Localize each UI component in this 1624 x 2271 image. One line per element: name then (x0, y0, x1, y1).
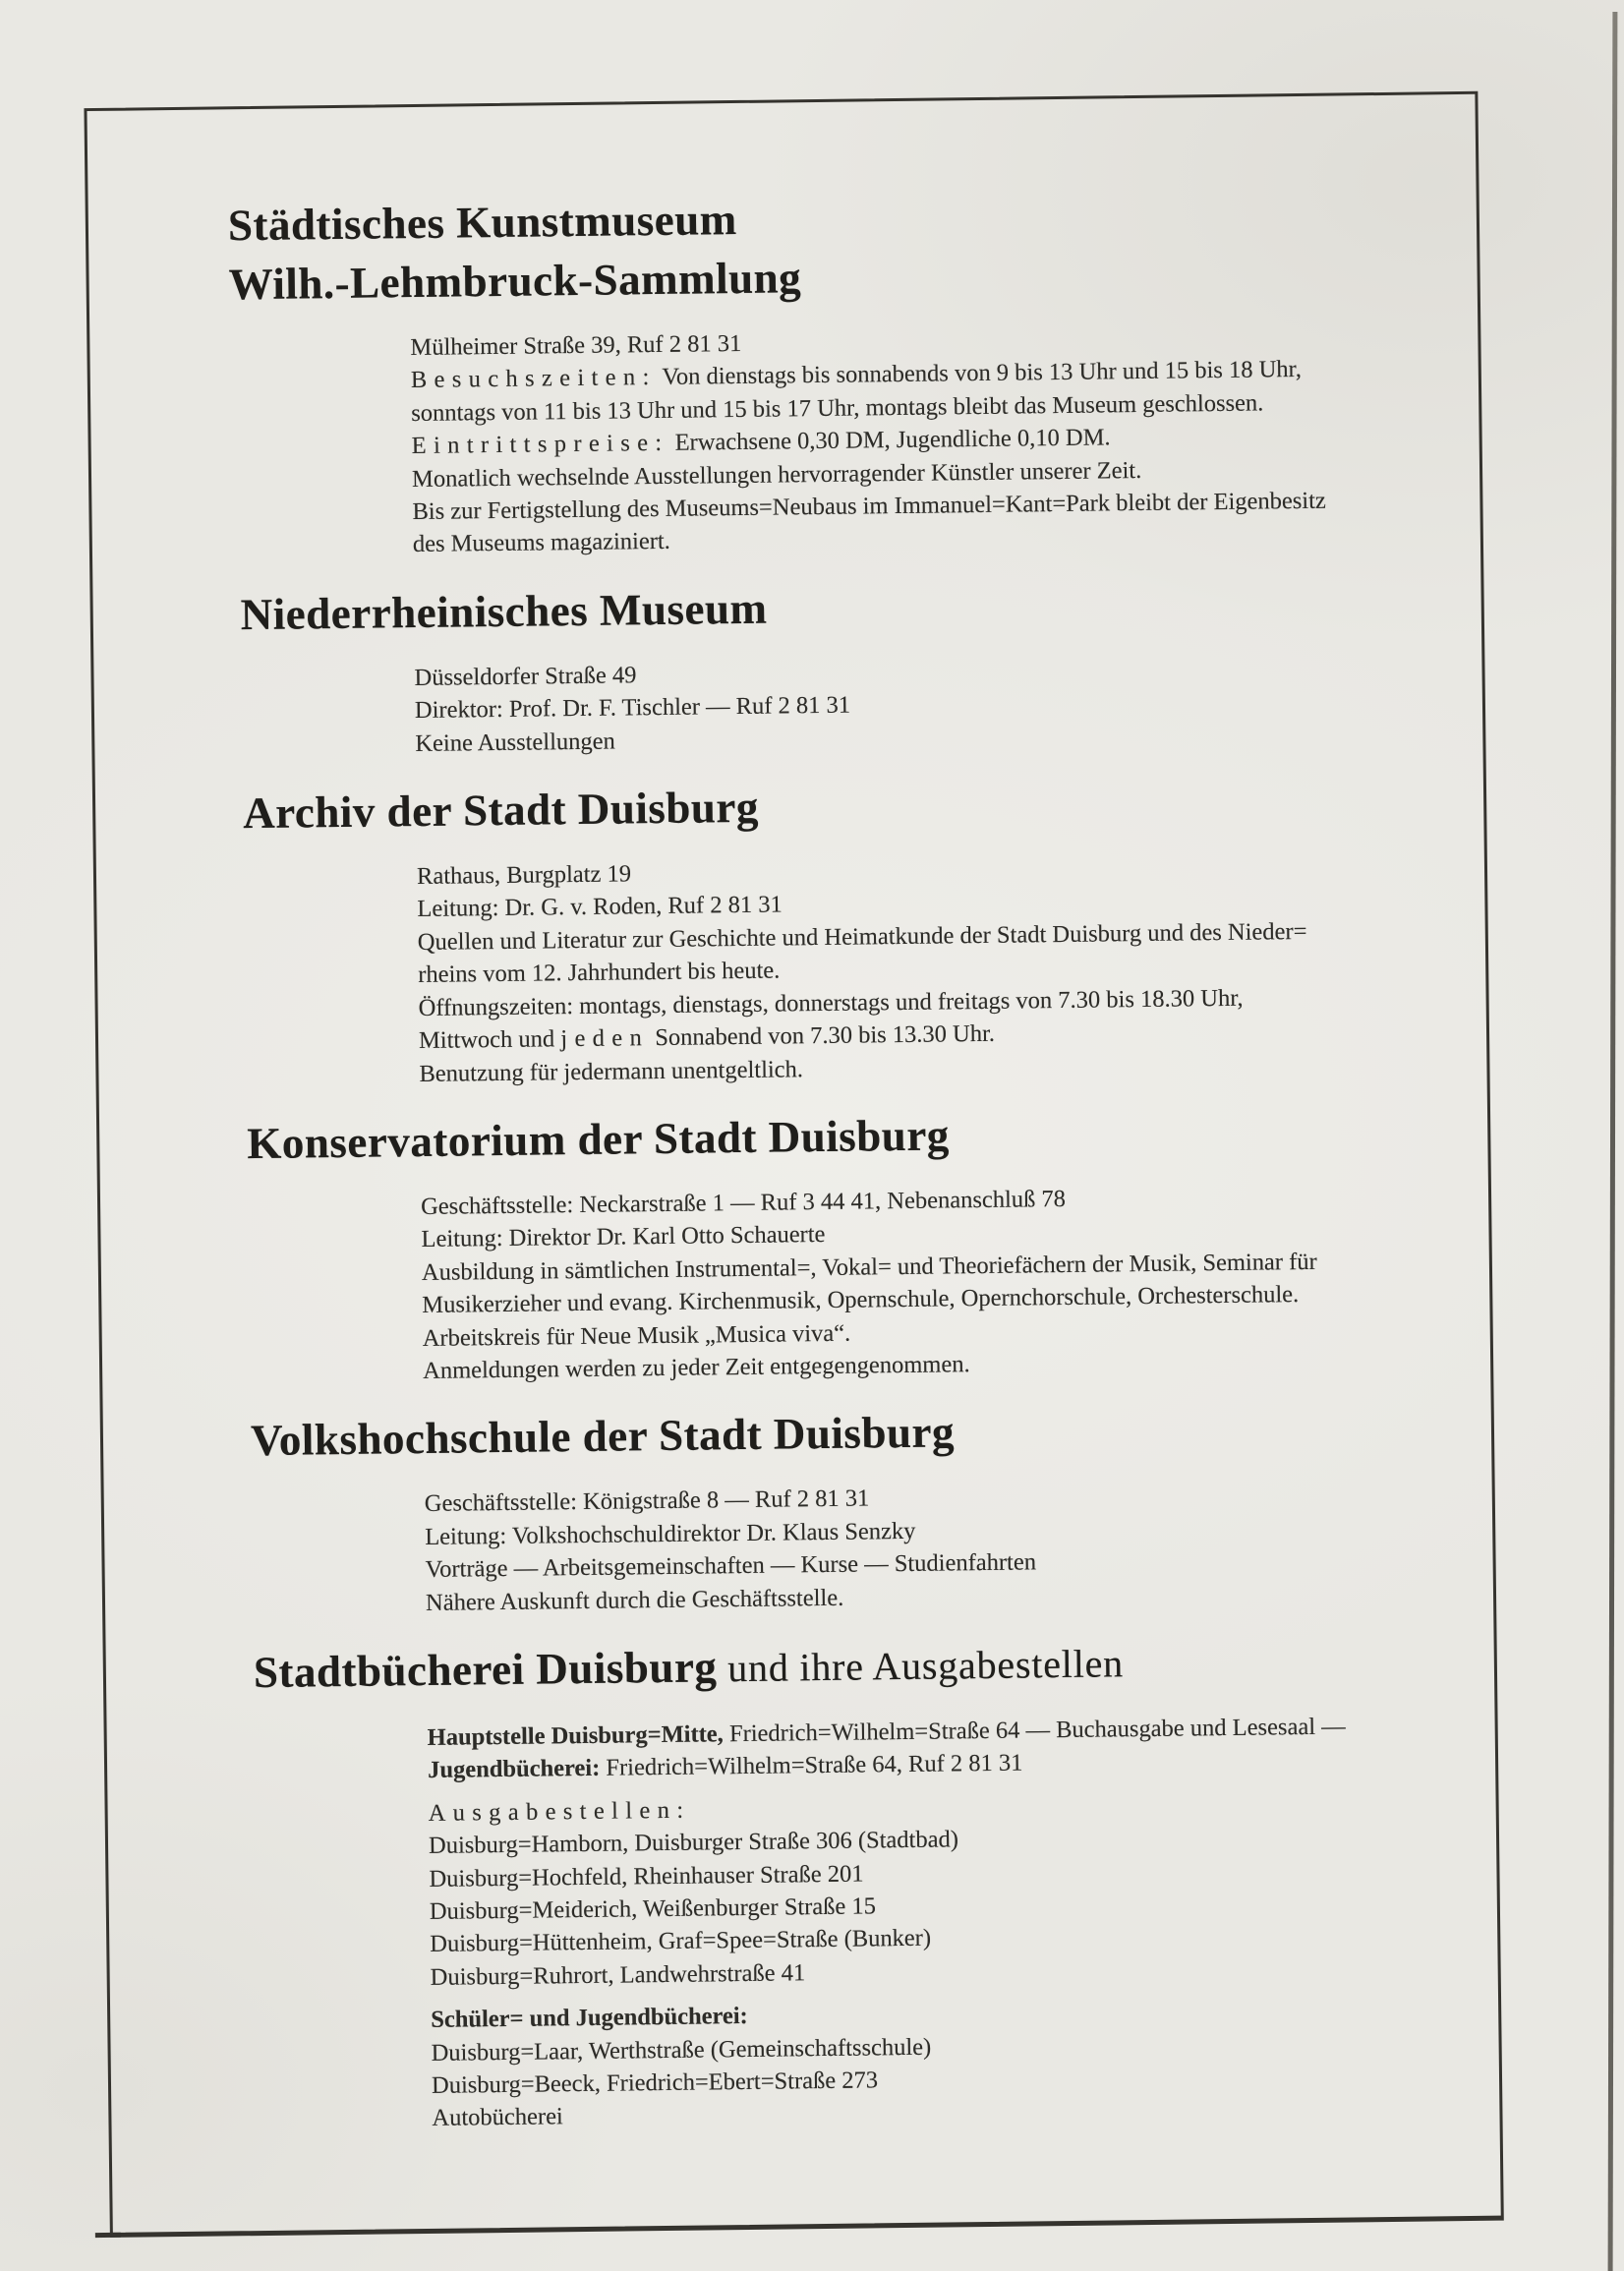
text-span: Musikerzieher und evang. Kirchenmusik, Opernschule, Opernchorschule, Orchesterschule. (422, 1281, 1300, 1319)
text-span: Jugendbücherei: (427, 1755, 601, 1784)
text-span: Keine Ausstellungen (415, 728, 615, 757)
text-span: Schüler= und Jugendbücherei: (431, 2003, 748, 2034)
section-niederrheinisches-museum (92, 570, 1482, 764)
section-body (425, 1475, 1494, 1619)
text-span: Friedrich=Wilhelm=Straße 64, Ruf 2 81 31 (600, 1749, 1023, 1782)
text-span: rheins vom 12. Jahrhundert bis heute. (418, 957, 781, 989)
title-line (243, 769, 1484, 843)
section-body (421, 1178, 1490, 1388)
text-span: Duisburg=Ruhrort, Landwehrstraße 41 (430, 1959, 806, 1991)
text-span: Besuchszeiten: (410, 364, 657, 394)
title-text: Wilh.-Lehmbruck-Sammlung (228, 253, 802, 310)
text-span: Geschäftsstelle: Neckarstraße 1 — Ruf 3 44 41, Nebenanschluß 78 (420, 1185, 1067, 1220)
title-line (240, 570, 1481, 644)
title-line (251, 1396, 1492, 1470)
section-volkshochschule (103, 1396, 1494, 1623)
text-span: Duisburg=Meiderich, Weißenburger Straße 15 (429, 1892, 877, 1925)
section-body (417, 847, 1487, 1090)
section-body (414, 649, 1482, 760)
text-span: Duisburg=Hüttenheim, Graf=Spee=Straße (Bunker) (430, 1925, 932, 1958)
text-span: jeden (560, 1024, 650, 1053)
text-span: Quellen und Literatur zur Geschichte und Heimatkunde der Stadt Duisburg und des Nieder= (417, 917, 1307, 956)
text-span: Erwachsene 0,30 DM, Jugendliche 0,10 DM. (668, 424, 1111, 457)
section-title-kunstmuseum (228, 181, 1478, 315)
section-body (410, 319, 1480, 561)
text-span: Rathaus, Burgplatz 19 (416, 860, 632, 891)
title-text: Niederrheinisches Museum (240, 583, 768, 640)
text-span: Ausgabestellen: (428, 1796, 691, 1827)
text-span: Autobücherei (432, 2103, 563, 2132)
text-span: Duisburg=Hamborn, Duisburger Straße 306 (Stadtbad) (428, 1826, 959, 1860)
text-span: Bis zur Fertigstellung des Museums=Neubaus im Immanuel=Kant=Park bleibt der Eigenbesitz (412, 487, 1327, 526)
section-title-archiv (243, 769, 1484, 843)
title-text: Archiv der Stadt Duisburg (242, 782, 760, 839)
text-span: Monatlich wechselnde Ausstellungen hervorragender Künstler unserer Zeit. (411, 456, 1142, 493)
section-title-niederrheinisches-museum (240, 570, 1481, 644)
text-span: Arbeitskreis für Neue Musik „Musica viva“. (422, 1319, 851, 1352)
text-span: Von dienstags bis sonnabends von 9 bis 13 Uhr und 15 bis 18 Uhr, (656, 356, 1303, 391)
text-span: Mülheimer Straße 39, Ruf 2 81 31 (410, 329, 742, 362)
text-span: Öffnungszeiten: montags, dienstags, donnerstags und freitags von 7.30 bis 18.30 Uhr, (418, 984, 1244, 1021)
text-span: Duisburg=Laar, Werthstraße (Gemeinschaftsschule) (431, 2033, 932, 2067)
text-span: Hauptstelle Duisburg=Mitte, (427, 1720, 725, 1751)
section-kunstmuseum (88, 181, 1480, 565)
text-span: sonntags von 11 bis 13 Uhr und 15 bis 17 Uhr, montags bleibt das Museum geschlossen. (411, 389, 1264, 427)
text-span: Düsseldorfer Straße 49 (414, 662, 637, 691)
text-span: Direktor: Prof. Dr. F. Tischler — Ruf 2 81 31 (414, 691, 851, 725)
page-edge-line (1608, 12, 1618, 2271)
text-span: des Museums magaziniert. (412, 528, 670, 558)
text-span: Anmeldungen werden zu jeder Zeit entgegengenommen. (422, 1351, 970, 1384)
text-span: Friedrich=Wilhelm=Straße 64 — Buchausgabe und Lesesaal — (723, 1713, 1346, 1748)
section-title-stadtbuecherei (254, 1628, 1495, 1704)
section-archiv (95, 769, 1487, 1094)
text-span: Leitung: Direktor Dr. Karl Otto Schauerte (421, 1221, 826, 1253)
text-span: Eintrittspreise: (411, 430, 669, 460)
text-span: Sonnabend von 7.30 bis 13.30 Uhr. (648, 1019, 996, 1052)
section-konservatorium (99, 1099, 1490, 1392)
section-title-volkshochschule (251, 1396, 1492, 1470)
text-span: Ausbildung in sämtlichen Instrumental=, Vokal= und Theoriefächern der Musik, Seminar für (421, 1248, 1317, 1286)
text-span: Leitung: Dr. G. v. Roden, Ruf 2 81 31 (417, 891, 783, 923)
text-span: Benutzung für jedermann unentgeltlich. (419, 1055, 804, 1087)
section-stadtbuecherei (106, 1628, 1500, 2139)
text-span: Duisburg=Hochfeld, Rheinhauser Straße 201 (429, 1860, 864, 1892)
title-text: und ihre Ausgabestellen (717, 1641, 1125, 1691)
title-text: Volkshochschule der Stadt Duisburg (250, 1407, 956, 1466)
text-span: Duisburg=Beeck, Friedrich=Ebert=Straße 273 (431, 2067, 879, 2099)
content-frame (84, 91, 1503, 2238)
title-line (254, 1628, 1495, 1704)
title-text: Städtisches Kunstmuseum (227, 194, 738, 251)
section-body (428, 1709, 1500, 2135)
text-span: Vorträge — Arbeitsgemeinschaften — Kurse — Studienfahrten (425, 1548, 1037, 1584)
title-line (247, 1099, 1488, 1173)
text-span: Mittwoch und (418, 1025, 561, 1055)
title-text: Stadtbücherei Duisburg (253, 1642, 718, 1698)
title-text: Konservatorium der Stadt Duisburg (247, 1110, 951, 1169)
text-span: Leitung: Volkshochschuldirektor Dr. Klaus Senzky (425, 1517, 916, 1550)
section-title-konservatorium (247, 1099, 1488, 1173)
text-span: Geschäftsstelle: Königstraße 8 — Ruf 2 81 31 (424, 1485, 870, 1518)
text-span: Nähere Auskunft durch die Geschäftsstelle. (425, 1584, 844, 1616)
